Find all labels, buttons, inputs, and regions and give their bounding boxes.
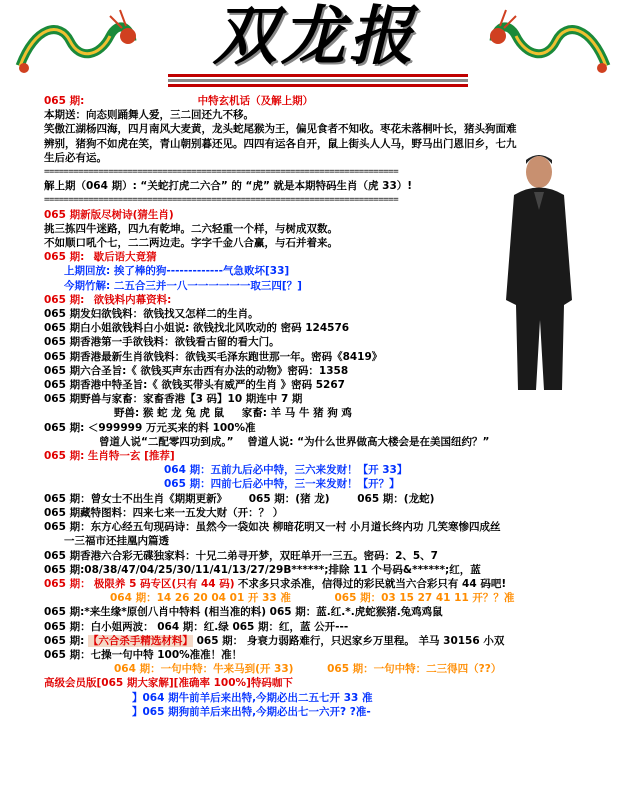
dragon-icon bbox=[10, 6, 140, 86]
period-label: 065 期: bbox=[44, 634, 85, 647]
text-line: 一三福市还挂凰内篇透 bbox=[64, 535, 169, 548]
text-span: 065 期：(猪 龙) bbox=[248, 492, 330, 505]
text-line: 065 期香港六合彩无碟独家料：十兄二弟寻开梦，双旺单开一三五。密码：2、5、7 bbox=[44, 549, 438, 562]
text-span: 野兽: 猴 蛇 龙 兔 虎 鼠 bbox=[114, 407, 225, 420]
text-line: 上期回放: 挨了棒的狗-------------气急败坏[33] bbox=[64, 265, 290, 278]
text-span: 065 期：一句中特：二三得四（??） bbox=[327, 663, 502, 676]
text-line: 不如顺口吼个七，二二两边走。字字千金八合赢，与石并着来。 bbox=[44, 237, 338, 250]
text-line: 065 期：四前七后必中特，三一来发财！【开？】 bbox=[164, 478, 400, 491]
section-title: 中特玄机话（及解上期） bbox=[197, 95, 314, 107]
text-line: 065 期：东方心经五句现码诗：虽然今一袋如决 柳暗花明又一村 小月道长终内功 几笑寒惨四成丝 bbox=[44, 521, 501, 534]
text-line bbox=[44, 293, 584, 307]
text-line: 065 期:08/38/47/04/25/30/11/41/13/27/29B******;排除 11 个号码&******;红，蓝 bbox=[44, 563, 481, 576]
section-title: 歇后语大竟猜 bbox=[93, 251, 157, 264]
text-span: 064 期：一句中特：牛来马到(开 33) bbox=[114, 663, 294, 676]
dragon-icon bbox=[486, 6, 616, 86]
text-line: 065 期藏特图料：四来七来一五发大财（开：？ ） bbox=[44, 506, 284, 519]
text-line: 065 期发妇欲钱料：欲钱找又怎样二的生肖。 bbox=[44, 308, 259, 321]
text-line bbox=[44, 492, 584, 506]
text-span: 不求多只求杀准，信得过的彩民就当六合彩只有 44 码吧! bbox=[237, 577, 507, 590]
section-title: 欲钱料内幕资料: bbox=[93, 293, 172, 306]
text-line: 挑三拣四牛迷路，四九有乾坤。二六轻重一个样，与树成双数。 bbox=[44, 222, 338, 235]
text-line bbox=[44, 406, 584, 420]
text-line: 065 期香港中特圣旨:《 欲钱买带头有威严的生肖 》密码 5267 bbox=[44, 379, 345, 392]
text-line bbox=[44, 591, 584, 605]
text-line: 065 期：白小姐两波： 064 期：红.绿 065 期：红，蓝 公开--- bbox=[44, 620, 349, 633]
title-underline bbox=[168, 74, 468, 89]
text-line: 064 期：五前九后必中特，三六来发财！【开 33】 bbox=[164, 464, 408, 477]
text-line: 065 期白小姐欲钱料白小姐说: 欲钱找北风吹动的 密码 124576 bbox=[44, 322, 350, 335]
period-label: 065 期： bbox=[44, 577, 91, 590]
text-span: 曾道人说“二配零四功到成。” bbox=[99, 435, 234, 448]
section-title: 高级会员版[065 期大家解][准确率 100%]特码咖下 bbox=[44, 677, 293, 690]
text-line: 今期竹解: 二五合三并一八一一一一一一取三四[？] bbox=[64, 279, 302, 292]
text-span: 家畜: 羊 马 牛 猪 狗 鸡 bbox=[241, 407, 352, 420]
section-title: 极限养 5 码专区(只有 44 码) bbox=[93, 577, 235, 590]
text-line: 065 期野兽与家畜：家畜香港【3 码】10 期连中 7 期 bbox=[44, 393, 303, 406]
text-line bbox=[44, 94, 584, 108]
text-span: 065 期：03 15 27 41 11 开？？准 bbox=[334, 592, 515, 605]
text-line: 065 期：七操一句中特 100%准准！准！ bbox=[44, 648, 243, 661]
text-span: 064 期：14 26 20 04 01 开 33 准 bbox=[110, 592, 291, 605]
text-line: 】065 期狗前羊后来出特,今期必出七一六开? ?准- bbox=[132, 705, 371, 718]
text-line bbox=[44, 250, 584, 264]
separator: ======================================================================== bbox=[44, 195, 399, 206]
text-line: 】064 期牛前羊后来出特,今期必出二五七开 33 准 bbox=[132, 691, 373, 704]
period-label: 065 期: bbox=[44, 95, 85, 107]
text-line: 065 期:*来生缘*原创八肖中特料 (相当准的料) 065 期：蓝.红.*.虎蛇猴猪.兔鸡鸡鼠 bbox=[44, 606, 443, 619]
period-label: 065 期: bbox=[44, 251, 85, 264]
section-title: 065 期: 生肖特一玄 [推荐] bbox=[44, 450, 175, 463]
text-line bbox=[44, 662, 584, 676]
text-line bbox=[44, 435, 584, 449]
text-span: 曾道人说: “为什么世界做高大楼会是在美国纽约？” bbox=[247, 435, 490, 448]
text-line bbox=[44, 634, 584, 648]
text-line: 生后必有运。 bbox=[44, 151, 107, 164]
text-span: 065 期： 身衰力弱路难行，只迟家乡万里程。 羊马 30156 小双 bbox=[196, 634, 505, 647]
header bbox=[0, 0, 624, 92]
text-line: 辨别，猪狗不如虎在笑，青山朝别暮还见。四四有运各自开，鼠上街头人人马，野马出门恩旧乡，七九 bbox=[44, 137, 517, 150]
text-line: 笑傲江湖杨四海，四月南风大麦黄，龙头蛇尾猴为王，偏见食者不知收。枣花未落桐叶长，猪头狗面难 bbox=[44, 123, 517, 136]
text-span: 065 期：曾女士不出生肖《期期更新》 bbox=[44, 492, 228, 505]
text-line: 065 期: ＜999999 万元买来的料 100%准 bbox=[44, 421, 256, 434]
separator: ======================================================================== bbox=[44, 167, 399, 178]
text-line: 解上期（064 期）: “关蛇打虎二六合” 的 “虎” 就是本期特码生肖（虎 33）! bbox=[44, 180, 413, 193]
section-title: 【六合杀手精选材料】 bbox=[87, 634, 193, 647]
text-line: 本期送：向态则踊舞人爱，三二回还九不移。 bbox=[44, 109, 254, 122]
text-line: 065 期香港第一手欲钱料：欲钱看古留的看大门。 bbox=[44, 336, 280, 349]
period-label: 065 期: bbox=[44, 293, 85, 306]
text-line bbox=[44, 577, 584, 591]
text-span: 065 期：(龙蛇) bbox=[357, 492, 435, 505]
page-title: 双龙报 bbox=[213, 0, 417, 74]
document-body bbox=[44, 94, 584, 719]
text-line: 065 期六合圣旨:《 欲钱买声东击西有办法的动物》密码：1358 bbox=[44, 364, 349, 377]
section-title: 065 期新版尽树诗(猜生肖) bbox=[44, 208, 174, 221]
text-line: 065 期香港最新生肖欲钱料：欲钱买毛泽东跑世那一年。密码《8419》 bbox=[44, 350, 383, 363]
